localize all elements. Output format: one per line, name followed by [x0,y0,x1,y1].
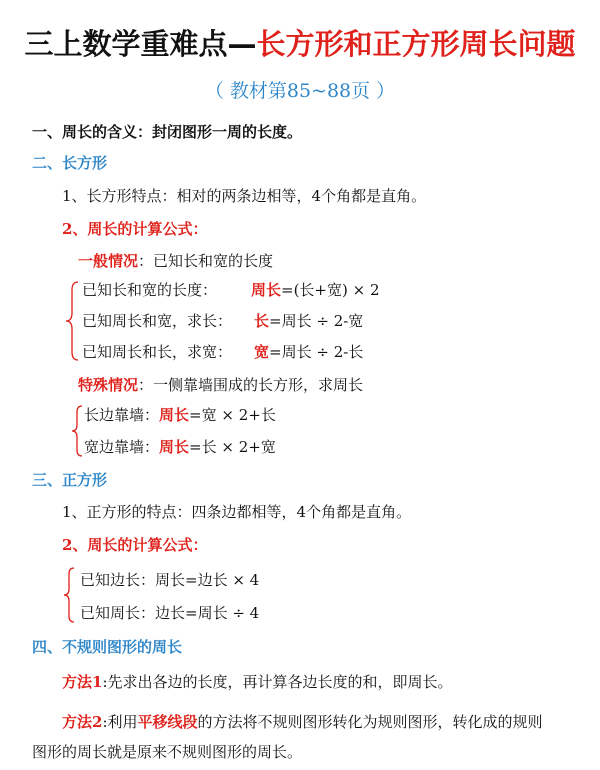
general-case [78,251,273,271]
formula-target: 宽 [254,343,270,361]
formula-row-perimeter [82,280,380,300]
general-case-text: ：已知长和宽的长度 [138,252,274,270]
title-main: 三上数学重难点— [24,27,257,61]
formula-condition: 已知长和宽的长度： [82,281,218,299]
wall-row-long-side [84,405,276,425]
method-2-pre: :利用 [102,713,138,731]
formula-target: 长 [254,312,270,330]
brace-icon [64,280,80,362]
formula-expression: =周长 ÷ 2-长 [269,343,364,361]
wall-row-short-side [84,437,276,457]
method-1 [62,672,453,692]
general-case-label: 一般情况 [78,252,139,270]
formula-row-length [82,311,363,331]
special-case-label: 特殊情况 [78,376,139,394]
wall-expression: =长 × 2+宽 [189,438,276,456]
square-formula-side: 已知周长：边长=周长 ÷ 4 [80,604,260,622]
special-case-text: ：一侧靠墙围成的长方形，求周长 [138,376,364,394]
section-3-heading: 三、正方形 [32,471,108,489]
square-formula-heading: 2、周长的计算公式： [62,536,208,554]
method-1-label: 方法1 [62,673,103,691]
brace-icon [70,404,84,458]
formula-row-width [82,342,363,362]
formula-target: 周长 [251,281,282,299]
wall-condition: 宽边靠墙： [84,438,160,456]
wall-target: 周长 [159,406,190,424]
formula-expression: =周长 ÷ 2-宽 [269,312,364,330]
formula-expression: =(长+宽) × 2 [281,281,380,299]
special-case [78,375,363,395]
section-1-definition: 一、周长的含义：封闭图形一周的长度。 [32,123,303,141]
section-4-heading: 四、不规则图形的周长 [32,638,183,656]
wall-condition: 长边靠墙： [84,406,160,424]
method-2-highlight: 平移线段 [137,713,198,731]
brace-icon [62,566,76,624]
page-title [0,22,600,63]
method-2-label: 方法2 [62,713,103,731]
section-2-heading: 二、长方形 [32,154,108,172]
square-feature: 1、正方形的特点：四条边都相等，4个角都是直角。 [62,503,412,521]
method-2-post: 的方法将不规则图形转化为规则图形，转化成的规则 [197,713,543,731]
method-2 [62,712,543,732]
method-2-continued: 图形的周长就是原来不规则图形的周长。 [32,743,303,761]
title-topic: 长方形和正方形周长问题 [256,27,576,61]
method-1-text: :先求出各边的长度，再计算各边长度的和，即周长。 [102,673,453,691]
wall-target: 周长 [159,438,190,456]
formula-condition: 已知周长和长，求宽： [82,343,233,361]
square-formula-perimeter: 已知边长：周长=边长 × 4 [80,571,260,589]
rectangle-feature: 1、长方形特点：相对的两条边相等，4个角都是直角。 [62,187,427,205]
wall-expression: =宽 × 2+长 [189,406,276,424]
formula-condition: 已知周长和宽，求长： [82,312,233,330]
page-subtitle: （ 教材第85~88页 ） [204,80,396,102]
rectangle-formula-heading: 2、周长的计算公式： [62,220,208,238]
